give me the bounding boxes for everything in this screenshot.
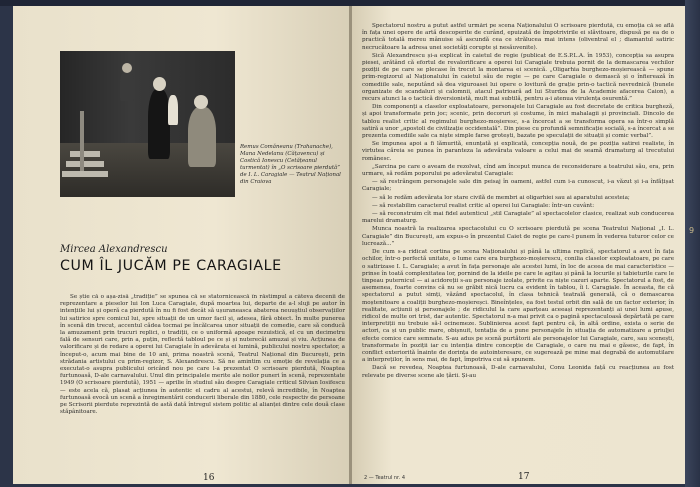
paragraph: Se impunea apoi a fi lămurită, enunțată și explicată, concepția nouă, de pe poziția satirei realiste, în virtutea căreia se punea în paranteza la adevărata valoare a celui mai de seamă dramaturg al trecutului românesc. — [362, 141, 674, 162]
paragraph: — să restabilim caracterul realist critic al operei lui Caragiale: într-un cuvânt: — [372, 202, 595, 209]
page-footer: 2 — Teatrul nr. 4 — [364, 475, 405, 481]
left-page — [13, 6, 350, 484]
photo-stair — [70, 151, 100, 157]
paragraph: De cum s-a ridicat cortina pe scena Naționalului și până la ultima replică, spectatorul a avut în fața ochilor, într-o perfectă unitate, o lume care era burghezo-moșierescu, conilia claselor exploatatoare, pe care o satirizase I. L. Caragiale; a avut în fața personaje ale acestei lumi, în loc de aceea de mai caracteristice — prinse în toată complexitatea lor, pornind de la ideile pe care le agitau și până la locurile și tabieturile care le tinpeau puternicul — ai acidoreții s-au personaje izolate, privite ca niște cazuri aparte. Spectatorul a fost, de asemenea, foarte convins că nu se grăbit nică lucru ca evident în tablou, îi l. Caragiale. În aceasta, fie că spectatorul a putut simți, văzând spectacolul, în clasa tehnică teatrală generală, că o demascarea moștenitoare a coaliții burghezo-moșiereșci. Bineînțeles, ea fost testul orbit din sală de un factor exterior, în realitate, acțiunii și personajele ; de ridiculul la care aparțeau aceeași reprezentanți ai unei lumi apuse, ridicol de multe ori trist, dar autentic. Spectatorul n-a mai privit ca o pagină spectaculoasă depărtată pe care interpretiții nu trebuie să-l ocinemeze. Sublinierea acest fapt pentru că, în altă ordine, exista o serie de actori, ca și un public mare, obișnuit, tentația de a pune personajele în situația de automatizare a priuljei efecte comice care semnate. S-au adus pe scenă purtătorii ale personajelor lui Caragiale, care, sau scenești, transformate în poziții iar cu intenția dintre concepție de Caragiale, o care nu mai e găsesc, de fapt, în conflict exteriorită înainte de dorința de autointeresare, ce sugerează pe mine mai degrabă de automutilare a interpreților, în sens mai, de fapt, împotriva cui să spunem. — [362, 249, 674, 364]
photo-figure-head — [194, 95, 208, 109]
paragraph: Dacă se revedea, Noaptea furtunoasă, D-ale carnavalului, Conu Leonida față cu reacțiunea au fost relevate pe diverse scene ale țării. Și-au — [362, 365, 674, 379]
paragraph: Din componenți a claselor exploatatoare, personajele lui Caragiale au fost decretate de critica burgheză, și apoi transformate prin joc; scenic, prin decoruri și costume, în mici mahalagii și provinciali. Dincolo de tablou realist critic al regimului burghezo-moșieresc, s-a încercat a se transforma opera sa într-o simplă satiră a unor „apostoli de civilizație occidentală”. Din piese cu profundă semnificație socială, s-a încercat a se prezenta comediile sale ca niște simple farse grotești, bazate pe speculații de situații și comic verbal”. — [362, 104, 674, 140]
paragraph: — să le redăm adevărata lor stare civilă de membri ai oligarhiei sau ai aparatului acesteia; — [372, 194, 630, 201]
paragraph: — să reconstruim cît mai fidel autenticul „stil Caragiale” al spectacolelor clasice, realizat sub conducerea marelui dramaturg. — [362, 211, 674, 225]
photo-caption: Remus Comăneanu (Trahanache), Mana Nedelanu (Cățavencu) și Costică Ionescu (Cetățeanul turmentat) în „O scrisoare pierdută” de I. L. Caragiale — Teatrul Național din Craiova — [240, 144, 341, 185]
paragraph: „Sarcina pe care o aveam de rezolvat, cînd am început munca de reconsiderare a teatrului său, era, prin urmare, să redăm poporului pe adevăratul Caragiale: — [362, 163, 674, 178]
paragraph: — să restrângem personajele sale din peisaj în oameni, astfel cum i-a cunoscut, i-a văzut și i-a înfățișat Caragiale; — [362, 179, 674, 193]
right-body-text — [362, 23, 674, 468]
photo-figure-left — [148, 89, 170, 159]
photo-railing — [80, 111, 84, 171]
article-headline: CUM ÎL JUCĂM PE CARAGIALE — [60, 258, 282, 274]
theatre-photo — [60, 51, 235, 197]
photo-stair — [66, 161, 104, 167]
photo-figure-shirt — [168, 95, 178, 125]
photo-figure-right — [188, 107, 216, 167]
page-number-left: 16 — [203, 473, 215, 483]
book-cover-edge — [685, 0, 700, 487]
paragraph: Munca noastră la realizarea spectacolului cu O scrisoare pierdută pe scena Teatrului Național „I. L. Caragiale” din București, am expus-o în prezentul Caiet de regie pe care-l punem în vederea tuturor celor ce lucrează...” — [362, 226, 674, 247]
paragraph: Sică Alexandrescu și-a explicat în caietul de regie (publicat de E.S.P.L.A. în 1953), concepția sa asupra piesei, arătând că efortul de revalorificare a operei lui Caragiale trebuia pornit de la demascarea vechilor poziții de pe care se plecase în trecut la montarea ei scenică. „Oligarhia burghezo-moșierească — spune prim-regizorul al Naționalului în caietul său de regie — pe care Caragiale o demască și o înfierează în comediile sale, neputând să dea viguroasei lui opere o lovitură de grație prin-o tactică nevrednică (bunele organizate de scandaluri și calomnii, atacul patrioară ad lui Sturdza de la Academie afacerea Caion), a recurs atunci la o tactică diversionistă, mult mai subtilă, pentru a-i atenua virulența osurentă.” — [362, 52, 674, 103]
paragraph: Spectatorul nostru a putut astfel urmări pe scena Naționalului O scrisoare pierdută, cu emoția că se află în fața unei opere de artă descoperite de curând, epuizată de împotrivirile ei slăvitoare, dispusă pe ea de o practică totală mereu mânuise să ascundă cea ce strălucea mai intens (oliventral el ; diamantul satiric necrucătoare la adresa unei societăți corupte și nesăuvenite). — [362, 23, 674, 51]
photo-figure-head — [153, 77, 166, 91]
right-page — [352, 6, 685, 484]
article-author: Mircea Alexandrescu — [60, 244, 168, 255]
page-number-right: 17 — [518, 472, 530, 482]
photo-stair — [62, 171, 108, 177]
photo-figure-back — [120, 71, 134, 101]
photo-figure-head — [122, 63, 132, 73]
left-body-text: Se știe că o așa-zisă „tradiție” se spunea că se statornicească în răstimpul a câteva decenii de reprezentare a pieselor lui Ion Luca Caragiale, după moartea lui, departe de a-l sluji pe autor în intențiile lui și operă ca pierdută în nu fi fost decât să ușuraneasca abaterea neuuștiul observațiilor lui satirice spre comicul lui, spre situații de un umor facil și, adesea, fără obiect. În multe punerea în scenă din trecut, accentul cădea tocmai pe încălcarea unor situații de comedie, care să conducă la amuzament prin trucuri replici, o tradiții, ce o uniformă apoape rezuistică, el cu un decimetru fală de sensuri care, prin a, puțin, reflectă tabloul pe ce și și nuterecăi amuzai și viu. Acțiunea de valorificare și de redare a operei lui Caragiale în adevărata ei lumină, publicului nostru spectator, a început-o, acum mai bine de 10 ani, prima noastră scenă, Teatrul Național din București, prin strădania artistului cu prim-regizor, S. Alexandrescu. Să ne amintim cu emoție de revelația ce a executat-o asupra publicului oricând nou pe care l-a prezentat O scrisoare pierdută, Noaptea furtunoasă, D-ale carnavalului. Unul din principalele merite ale noilor puneri în scenă, reprezentate 1949 (O scrisoare pierdută), 1951 — aprilie în studiul său despre Caragiale criticul Silvian Iosifescu — este acela că, plasat acțiunea în autentic el cadru al acestui, relevă incredibile, în Noaptea furtunoasă evocă un scenă a înregimentării conducerii liberale din 1880, cele respectiv de persoane pe Scrisorii pierdute reprezintă de astă dată întregul sistem politic al alianței dintre cele două clase stăpânitoare. — [60, 294, 345, 416]
side-tab-number: 9 — [689, 226, 695, 235]
